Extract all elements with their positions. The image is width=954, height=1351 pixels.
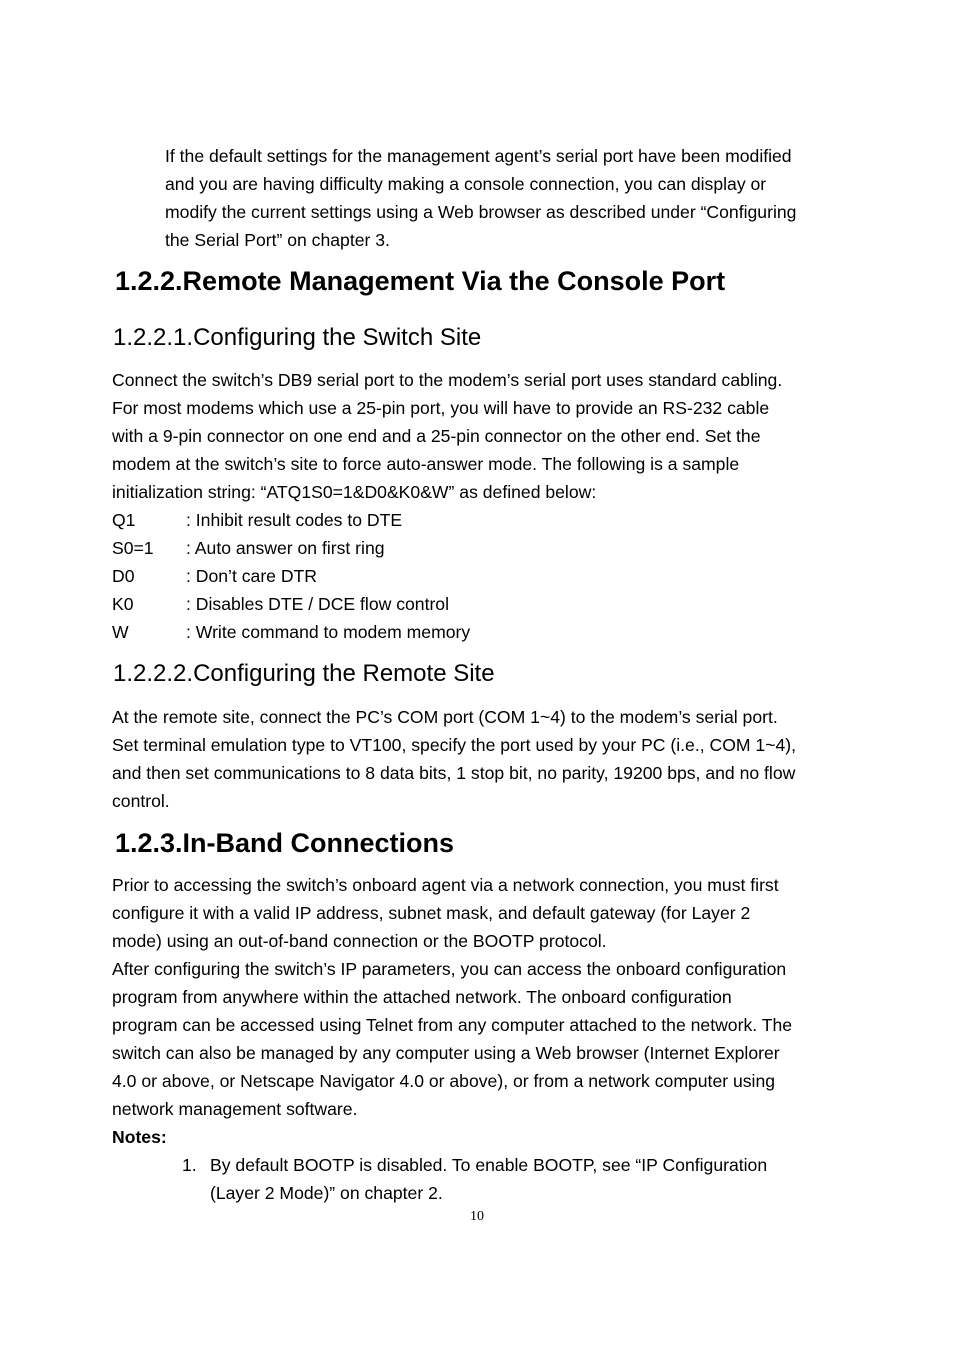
remote-site-paragraph: [112, 703, 796, 815]
text-line: program can be accessed using Telnet from any computer attached to the network. The: [112, 1015, 793, 1036]
heading-in-band-connections: 1.2.3.In-Band Connections: [115, 828, 455, 858]
heading-remote-site: 1.2.2.2.Configuring the Remote Site: [113, 660, 495, 687]
text-line: program from anywhere within the attached network. The onboard configuration: [112, 987, 732, 1008]
text-line: network management software.: [112, 1099, 358, 1120]
definition-term: S0=1: [112, 538, 154, 559]
text-line: modify the current settings using a Web browser as described under “Configuring: [165, 202, 797, 223]
note-number: 1.: [182, 1155, 197, 1175]
heading-switch-site: 1.2.2.1.Configuring the Switch Site: [113, 324, 482, 351]
text-line: switch can also be managed by any computer using a Web browser (Internet Explorer: [112, 1043, 780, 1064]
text-line: By default BOOTP is disabled. To enable BOOTP, see “IP Configuration: [210, 1155, 768, 1175]
text-line: After configuring the switch’s IP parameters, you can access the onboard configuration: [112, 959, 787, 979]
text-line: For most modems which use a 25-pin port, you will have to provide an RS-232 cable: [112, 398, 770, 419]
page-number: 10: [470, 1209, 484, 1224]
in-band-paragraph-2: [112, 955, 792, 1124]
text-line: At the remote site, connect the PC’s COM port (COM 1~4) to the modem’s serial port.: [112, 707, 778, 727]
definition-term: Q1: [112, 510, 136, 530]
text-line: (Layer 2 Mode)” on chapter 2.: [210, 1183, 443, 1204]
text-line: initialization string: “ATQ1S0=1&D0&K0&W” as defined below:: [112, 482, 597, 503]
definition-desc: : Auto answer on first ring: [186, 538, 385, 559]
definition-desc: : Disables DTE / DCE flow control: [186, 594, 450, 615]
definition-term: W: [112, 622, 129, 643]
text-line: If the default settings for the management agent’s serial port have been modified: [165, 146, 792, 166]
text-line: the Serial Port” on chapter 3.: [165, 230, 390, 251]
text-line: Connect the switch’s DB9 serial port to the modem’s serial port uses standard cabling.: [112, 370, 783, 390]
text-line: configure it with a valid IP address, subnet mask, and default gateway (for Layer 2: [112, 903, 751, 924]
heading-remote-management: 1.2.2.Remote Management Via the Console Port: [115, 266, 726, 296]
note-text: [210, 1151, 767, 1207]
text-line: and then set communications to 8 data bits, 1 stop bit, no parity, 19200 bps, and no flow: [112, 763, 796, 784]
text-line: and you are having difficulty making a console connection, you can display or: [165, 174, 767, 195]
text-line: control.: [112, 791, 170, 812]
text-line: 4.0 or above, or Netscape Navigator 4.0 or above), or from a network computer using: [112, 1071, 776, 1092]
text-line: mode) using an out-of-band connection or the BOOTP protocol.: [112, 931, 607, 952]
text-line: Set terminal emulation type to VT100, specify the port used by your PC (i.e., COM 1~4),: [112, 735, 797, 756]
intro-paragraph: [165, 142, 796, 254]
text-line: Prior to accessing the switch’s onboard agent via a network connection, you must first: [112, 875, 779, 895]
in-band-paragraph-1: [112, 871, 779, 955]
definition-term: K0: [112, 594, 134, 615]
text-line: modem at the switch’s site to force auto-answer mode. The following is a sample: [112, 454, 740, 475]
definition-term: D0: [112, 566, 135, 587]
switch-site-paragraph: [112, 366, 782, 506]
definition-desc: : Write command to modem memory: [186, 622, 471, 643]
definition-desc: : Don’t care DTR: [186, 566, 318, 587]
definition-desc: : Inhibit result codes to DTE: [186, 510, 403, 530]
text-line: with a 9-pin connector on one end and a 25-pin connector on the other end. Set the: [112, 426, 761, 447]
notes-label: Notes:: [112, 1127, 167, 1147]
